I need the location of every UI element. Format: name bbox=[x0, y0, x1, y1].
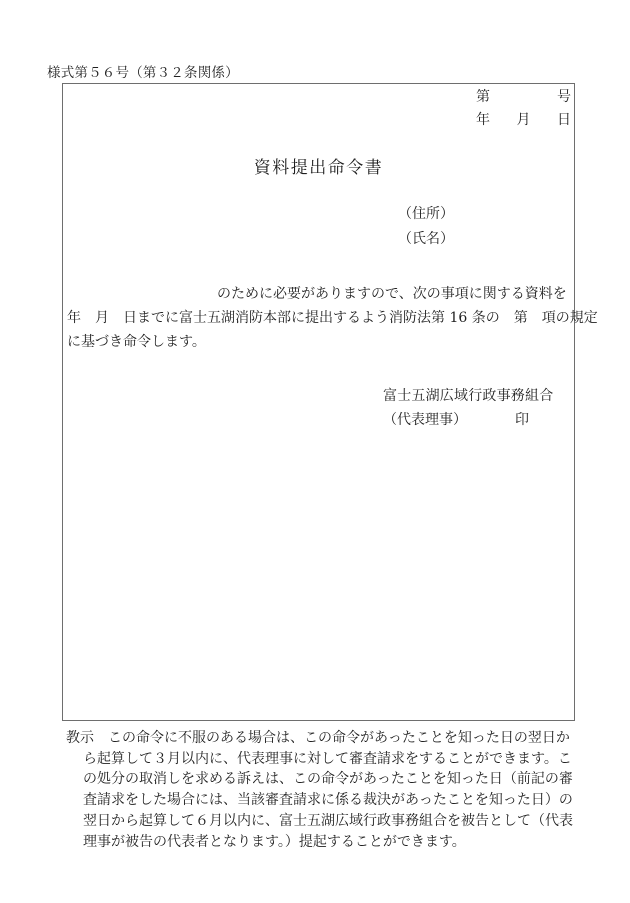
issuer-title: （代表理事） bbox=[383, 412, 467, 428]
issuer-organization: 富士五湖広域行政事務組合 bbox=[383, 388, 554, 404]
issuer-seal: 印 bbox=[515, 412, 529, 428]
body-line: 年 月 日までに富士五湖消防本部に提出するよう消防法第 16 条の 第 項の規定 bbox=[67, 310, 598, 326]
body-line: に基づき命令します。 bbox=[67, 334, 206, 350]
document-border-box bbox=[62, 83, 598, 721]
notice-line: 教示 この命令に不服のある場合は、この命令があったことを知った日の翌日か bbox=[66, 730, 570, 746]
notice-line: の処分の取消しを求める訴えは、この命令があったことを知った日（前記の審 bbox=[83, 771, 573, 788]
date-month-label: 月 bbox=[516, 112, 531, 128]
recipient-block bbox=[398, 202, 454, 252]
body-line: のために必要がありますので、次の事項に関する資料を bbox=[217, 286, 567, 302]
body-paragraph bbox=[67, 282, 598, 354]
notice-line: 翌日から起算して６月以内に、富士五湖広域行政事務組合を被告として（代表 bbox=[83, 812, 573, 829]
issuer-block bbox=[383, 384, 555, 432]
reference-block bbox=[476, 86, 571, 132]
recipient-address-label: （住所） bbox=[398, 206, 454, 222]
issuer-role-line bbox=[383, 408, 555, 432]
recipient-name-label: （氏名） bbox=[398, 231, 454, 247]
notice-line: 理事が被告の代表者となります。）提起することができます。 bbox=[83, 833, 466, 850]
doc-number-prefix: 第 bbox=[476, 89, 490, 105]
notice-paragraph bbox=[66, 728, 574, 852]
doc-date-line bbox=[476, 109, 571, 132]
notice-line: 査請求をした場合には、当該審査請求に係る裁決があったことを知った日）の bbox=[83, 792, 573, 809]
notice-line: ら起算して３月以内に、代表理事に対して審査請求をすることができます。こ bbox=[83, 750, 572, 767]
doc-number-line bbox=[476, 86, 571, 109]
date-day-label: 日 bbox=[557, 112, 571, 128]
doc-number-suffix: 号 bbox=[557, 89, 571, 105]
form-number-label: 様式第５６号（第３２条関係） bbox=[47, 65, 239, 81]
date-year-label: 年 bbox=[476, 112, 490, 128]
document-title: 資料提出命令書 bbox=[253, 158, 384, 178]
